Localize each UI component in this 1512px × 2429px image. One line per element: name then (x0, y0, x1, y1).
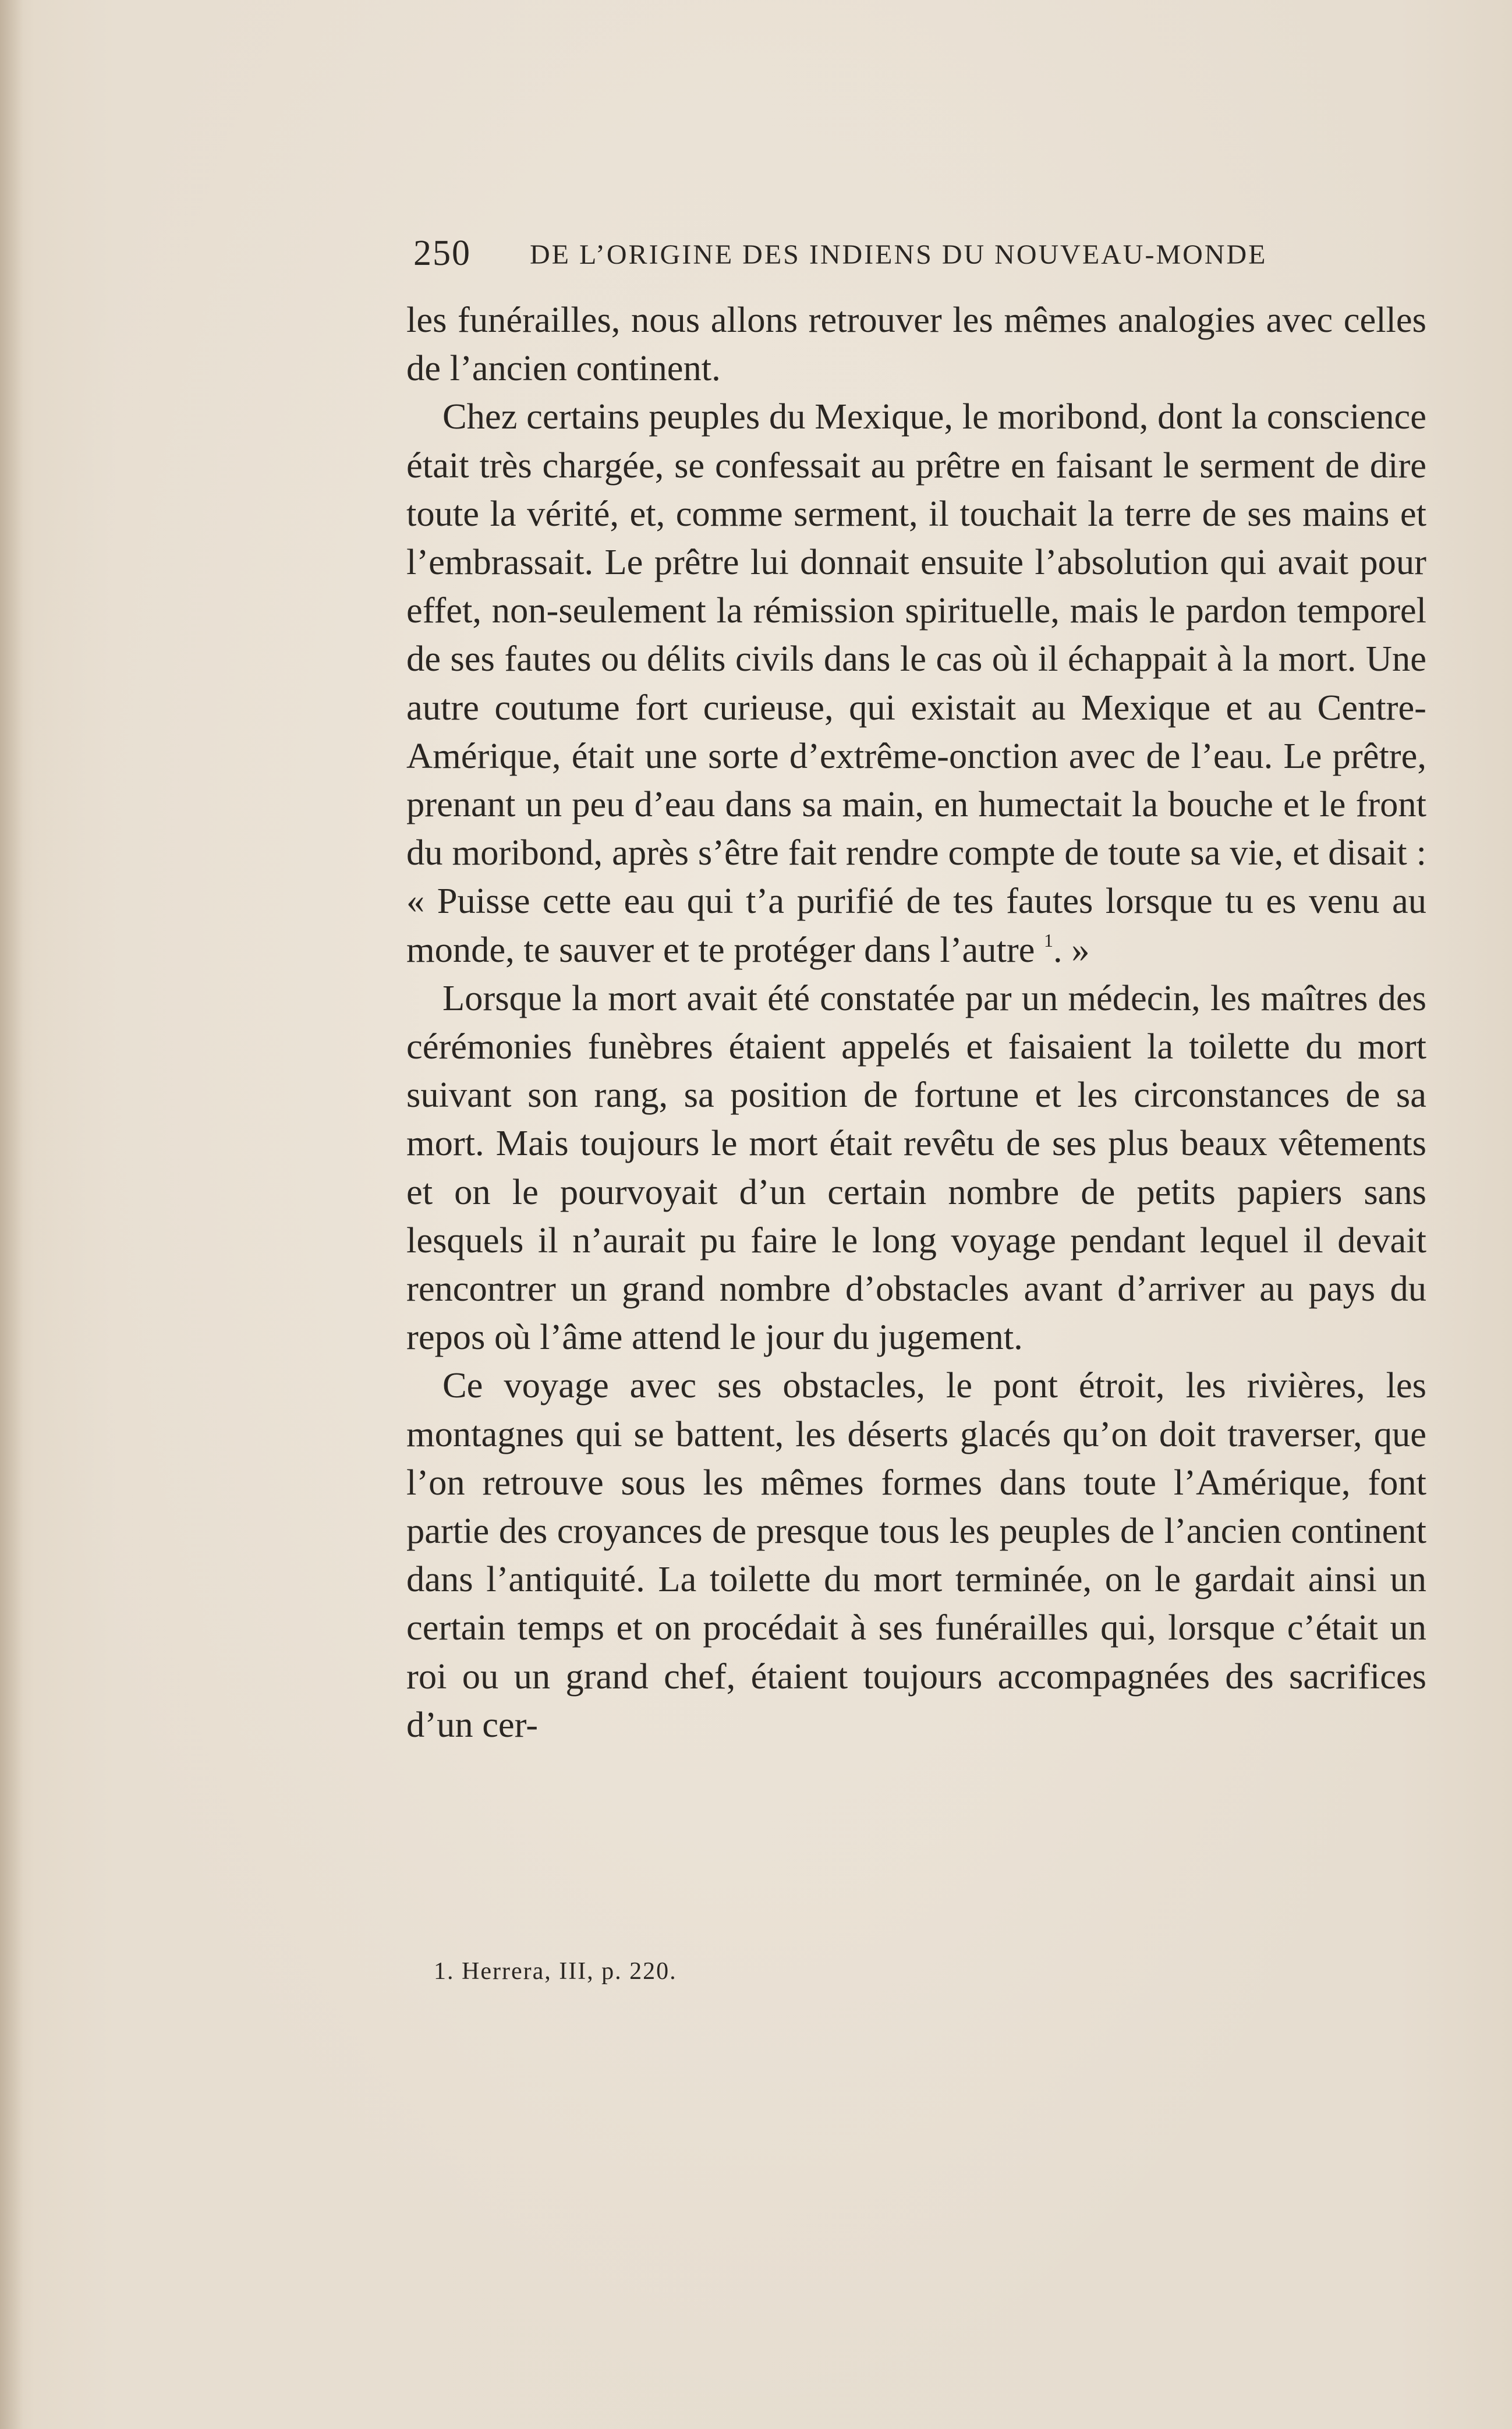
paragraph-4: Ce voyage avec ses obstacles, le pont étroit, les rivières, les montagnes qui se battent, les déserts glacés qu’on doit traverser, que l’on retrouve sous les mêmes formes dans toute l’Amérique, font partie des croyances de presque tous les peuples de l’ancien continent dans l’antiquité. La toilette du mort terminée, on le gardait ainsi un certain temps et on procédait à ses funérailles qui, lorsque c’était un roi ou un grand chef, étaient toujours accompagnées des sacrifices d’un cer- (406, 1365, 1426, 1745)
running-head (413, 233, 1426, 285)
paragraph-2 (406, 392, 1426, 973)
footnote: 1. Herrera, III, p. 220. (434, 1958, 677, 1985)
gutter-shadow (0, 0, 23, 2429)
paragraph-2-text: Chez certains peuples du Mexique, le moribond, dont la conscience était très chargée, se confessait au prêtre en faisant le serment de dire toute la vérité, et, comme serment, il touchait la terre de ses mains et l’embrassait. Le prêtre lui donnait ensuite l’absolution qui avait pour effet, non-seulement la rémission spirituelle, mais le pardon temporel de ses fautes ou délits civils dans le cas où il échappait à la mort. Une autre coutume fort curieuse, qui existait au Mexique et au Centre-Amérique, était une sorte d’extrême-onction avec de l’eau. Le prêtre, prenant un peu d’eau dans sa main, en humectait la bouche et le front du moribond, après s’être fait rendre compte de toute sa vie, et disait : « Puisse cette eau qui t’a purifié de tes fautes lorsque tu es venu au monde, te sauver et te protéger dans l’autre (406, 396, 1426, 970)
paragraph-1: les funérailles, nous allons retrouver les mêmes analogies avec celles de l’ancien continent. (406, 299, 1426, 389)
footnote-reference: 1 (1044, 929, 1054, 951)
quote-close: . » (1053, 929, 1090, 970)
paragraph-3: Lorsque la mort avait été constatée par un médecin, les maîtres des cérémonies funèbres étaient appelés et faisaient la toilette du mort suivant son rang, sa position de fortune et les circonstances de sa mort. Mais toujours le mort était revêtu de ses plus beaux vêtements et on le pourvoyait d’un certain nombre de petits papiers sans lesquels il n’aurait pu faire le long voyage pendant lequel il devait rencontrer un grand nombre d’obstacles avant d’arriver au pays du repos où l’âme attend le jour du jugement. (406, 977, 1426, 1358)
body-text (406, 296, 1426, 1749)
running-title: DE L’ORIGINE DES INDIENS DU NOUVEAU-MONDE (530, 239, 1267, 270)
page-number: 250 (413, 233, 471, 273)
